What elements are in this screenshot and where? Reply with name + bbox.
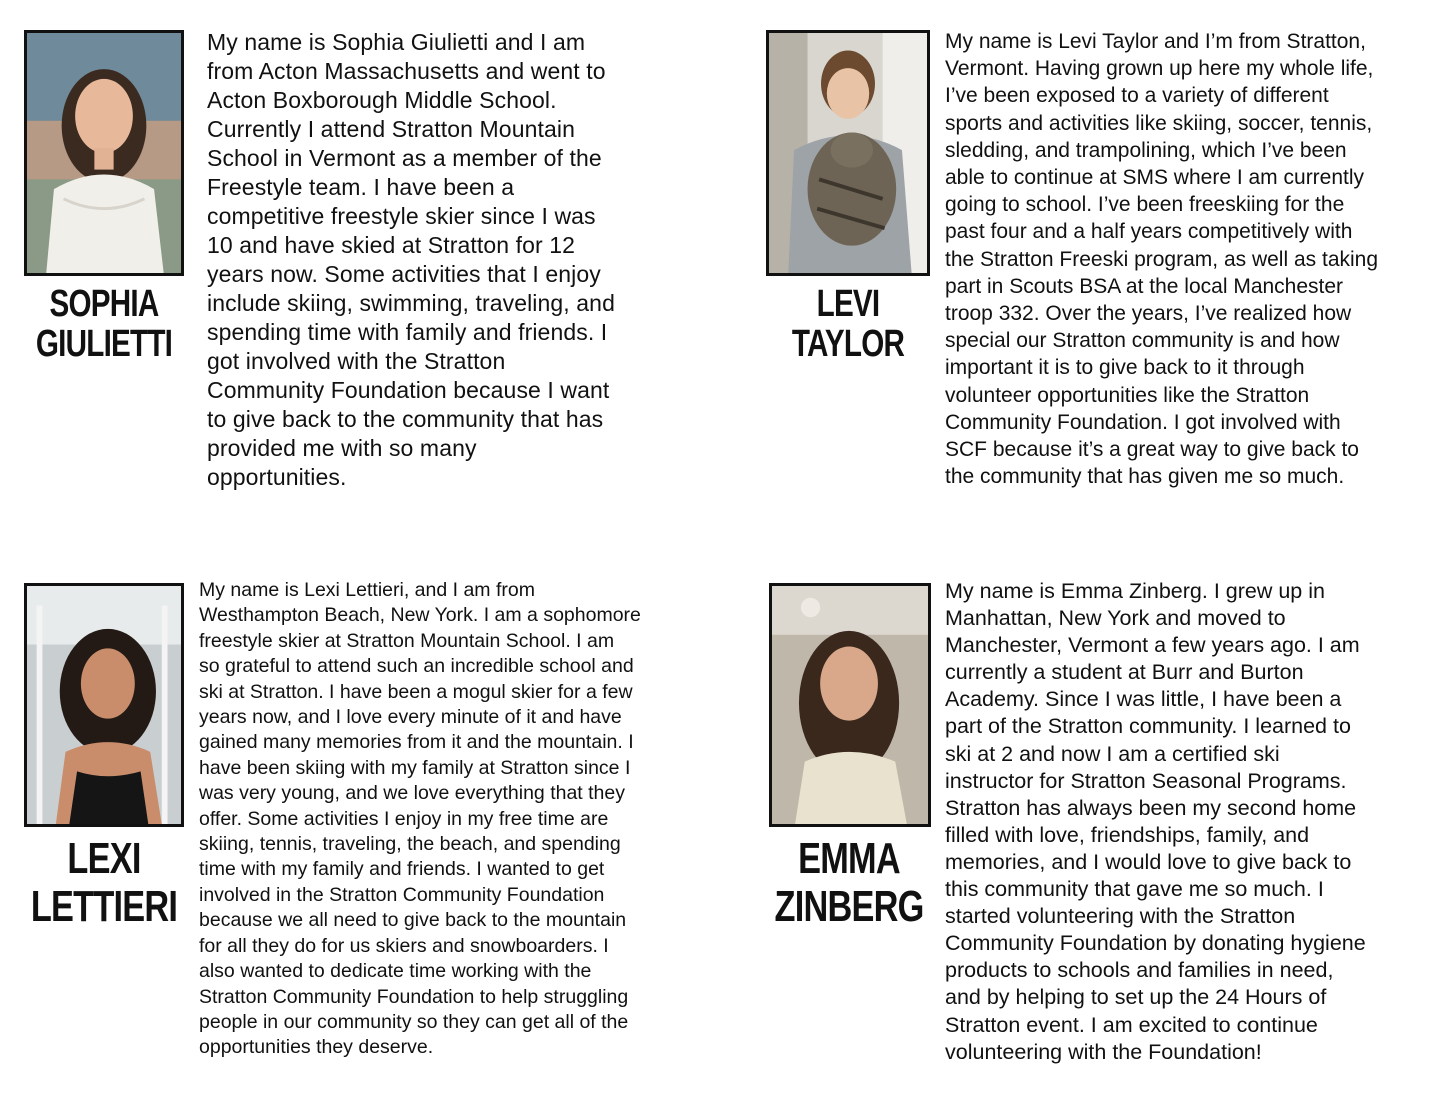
name-last: LETTIERI xyxy=(30,882,178,931)
portrait-photo-lexi xyxy=(24,583,184,827)
profile-bio: My name is Sophia Giulietti and I am from Acton Massachusetts and went to Acton Boxborough Middle School. Currently I attend Stratton Mountain School in Vermont as a member of the Freestyle team. I have been a competitive freestyle skier since I was 10 and have skied at Stratton for 12 years now. Some activities that I enjoy include skiing, swimming, traveling, and spending time with family and friends. I got involved with the Stratton Community Foundation because I want to give back to the community that has provided me with so many opportunities. xyxy=(207,29,615,490)
portrait-image xyxy=(769,33,927,273)
name-last: GIULIETTI xyxy=(35,323,173,365)
name-first: LEXI xyxy=(67,834,141,883)
name-first: SOPHIA xyxy=(49,283,159,325)
profile-name xyxy=(771,835,927,931)
portrait-image xyxy=(772,586,928,824)
profile-name xyxy=(26,835,182,931)
portrait-photo-sophia xyxy=(24,30,184,276)
portrait-image xyxy=(27,33,181,273)
profile-bio: My name is Emma Zinberg. I grew up in Manhattan, New York and moved to Manchester, Vermont a few years ago. I am currently a student at Burr and Burton Academy. Since I was little, I have been a part of the Stratton community. I learned to ski at 2 and now I am a certified ski instructor for Stratton Seasonal Programs. Stratton has always been my second home filled with love, friendships, family, and memories, and I would love to give back to this community that gave me so much. I started volunteering with the Stratton Community Foundation by donating hygiene products to schools and families in need, and by helping to set up the 24 Hours of Stratton event. I am excited to continue volunteering with the Foundation! xyxy=(945,579,1366,1064)
profile-name xyxy=(26,284,182,364)
name-first: EMMA xyxy=(798,834,900,883)
name-last: ZINBERG xyxy=(774,882,924,931)
portrait-image xyxy=(27,586,181,824)
profile-bio: My name is Lexi Lettieri, and I am from Westhampton Beach, New York. I am a sophomore freestyle skier at Stratton Mountain School. I am so grateful to attend such an incredible school and ski at Stratton. I have been a mogul skier for a few years now, and I love every minute of it and have gained many memories from it and the mountain. I have been skiing with my family at Stratton since I was very young, and we love everything that they offer. Some activities I enjoy in my free time are skiing, tennis, traveling, the beach, and spending time with my family and friends. I wanted to get involved in the Stratton Community Foundation because we all need to give back to the mountain for all they do for us skiers and snowboarders. I also wanted to dedicate time working with the Stratton Community Foundation to help struggling people in our community so they can get all of the opportunities they deserve. xyxy=(199,579,641,1059)
portrait-photo-levi xyxy=(766,30,930,276)
profile-bio: My name is Levi Taylor and I’m from Stratton, Vermont. Having grown up here my whole life, I’ve been exposed to a variety of different sports and activities like skiing, soccer, tennis, sledding, and trampolining, which I’ve been able to continue at SMS where I am currently going to school. I’ve been freeskiing for the past four and a half years competitively with the Stratton Freeski program, as well as taking part in Scouts BSA at the local Manchester troop 332. Over the years, I’ve realized how special our Stratton community is and how important it is to give back to it through volunteer opportunities like the Stratton Community Foundation. I got involved with SCF because it’s a great way to give back to the community that has given me so much. xyxy=(945,30,1379,489)
profile-name xyxy=(770,284,926,364)
name-first: LEVI xyxy=(816,283,880,325)
portrait-photo-emma xyxy=(769,583,931,827)
name-last: TAYLOR xyxy=(791,323,905,365)
